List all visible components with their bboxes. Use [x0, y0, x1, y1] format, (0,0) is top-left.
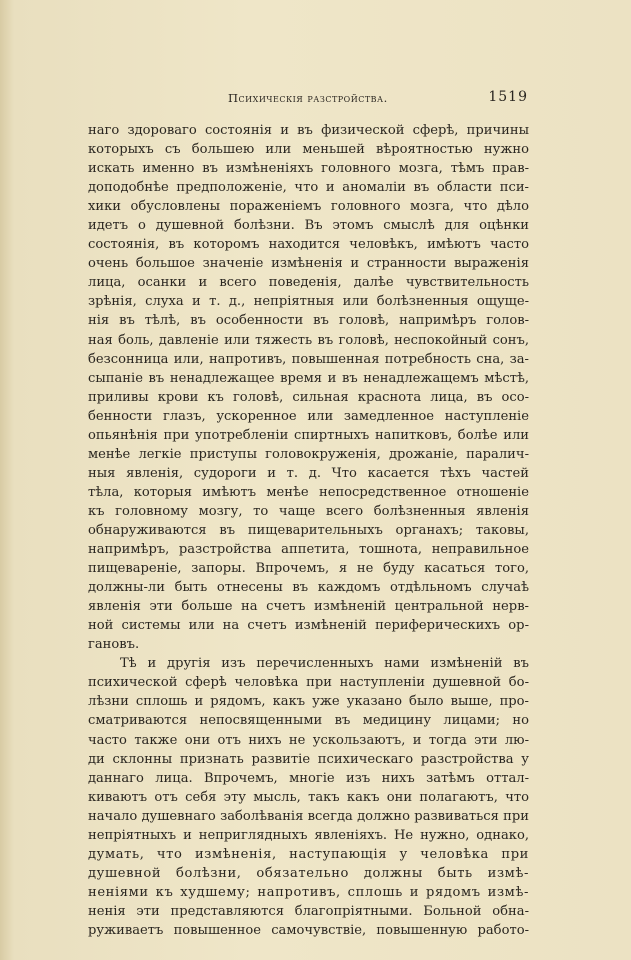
text-line: безсонница или, напротивъ, повышенная потребность сна, за-	[88, 351, 529, 367]
body-text	[88, 121, 529, 940]
text-line: ной системы или на счетъ измѣненій периферическихъ ор-	[88, 618, 529, 634]
text-line: начало душевнаго заболѣванія всегда должно развиваться при	[88, 808, 529, 824]
text-line: ди склонны признать развитіе психическаго разстройства у	[88, 751, 529, 767]
text-line: пищевареніе, запоры. Впрочемъ, я не буду касаться того,	[88, 561, 529, 577]
running-header	[88, 89, 528, 109]
text-line: нія въ тѣлѣ, въ особенности въ головѣ, напримѣръ голов-	[88, 313, 529, 329]
page-number: 1519	[488, 89, 528, 105]
text-line: идетъ о душевной болѣзни. Въ этомъ смыслѣ для оцѣнки	[88, 218, 529, 234]
text-line: должны-ли быть отнесены въ каждомъ отдѣльномъ случаѣ	[88, 580, 529, 596]
text-line: менѣе легкіе приступы головокруженія, дрожаніе, паралич-	[88, 446, 529, 462]
text-line: часто также они отъ нихъ не ускользаютъ, и тогда эти лю-	[88, 732, 529, 748]
text-line: лица, осанки и всего поведенія, далѣе чувствительность	[88, 275, 529, 291]
text-line: сыпаніе въ ненадлежащее время и въ ненадлежащемъ мѣстѣ,	[88, 370, 529, 386]
text-line: напримѣръ, разстройства аппетита, тошнота, неправильное	[88, 542, 529, 558]
text-line: которыхъ съ большею или меньшей вѣроятностью нужно	[88, 142, 529, 158]
text-line: лѣзни сплошь и рядомъ, какъ уже указано было выше, про-	[88, 694, 529, 710]
text-line: опьянѣнія при употребленіи спиртныхъ напитковъ, болѣе или	[88, 427, 529, 443]
text-line: хики обусловлены пораженіемъ головного мозга, что дѣло	[88, 199, 529, 215]
text-line: психической сферѣ человѣка при наступленіи душевной бо-	[88, 675, 529, 691]
text-line: руживаетъ повышенное самочувствіе, повышенную работо-	[88, 922, 529, 938]
emphasized-text-line: думать, что измѣненія, наступающія у человѣка при	[88, 846, 529, 862]
text-line: приливы крови къ головѣ, сильная краснота лица, въ осо-	[88, 389, 529, 405]
text-line: ненія эти представляются благопріятными. Больной обна-	[88, 903, 529, 919]
text-line: обнаруживаются въ пищеварительныхъ органахъ; таковы,	[88, 522, 529, 538]
text-line: бенности глазъ, ускоренное или замедленное наступленіе	[88, 408, 529, 424]
emphasized-text-line: душевной болѣзни, обязательно должны быть измѣ-	[88, 865, 529, 881]
text-line: непріятныхъ и неприглядныхъ явленіяхъ. Не нужно, однако,	[88, 827, 529, 843]
text-line: зрѣнія, слуха и т. д., непріятныя или болѣзненныя ощуще-	[88, 294, 529, 310]
text-line: явленія эти больше на счетъ измѣненій центральной нерв-	[88, 599, 529, 615]
text-line: наго здороваго состоянія и въ физической сферѣ, причины	[88, 123, 529, 138]
text-line: доподобнѣе предположеніе, что и аномаліи въ области пси-	[88, 180, 529, 196]
text-line: гановъ.	[88, 637, 140, 653]
text-line: тѣла, которыя имѣютъ менѣе непосредственное отношеніе	[88, 484, 529, 500]
text-line: ная боль, давленіе или тяжесть въ головѣ, неспокойный сонъ,	[88, 332, 529, 348]
text-line: Тѣ и другія изъ перечисленныхъ нами измѣненій въ	[120, 656, 529, 672]
text-line: къ головному мозгу, то чаще всего болѣзненныя явленія	[88, 503, 529, 519]
text-line: даннаго лица. Впрочемъ, многіе изъ нихъ затѣмъ оттал-	[88, 770, 529, 786]
text-line: очень большое значеніе измѣненія и странности выраженія	[88, 256, 529, 272]
running-title: Психическія разстройства.	[228, 91, 388, 105]
text-line: ныя явленія, судороги и т. д. Что касается тѣхъ частей	[88, 465, 529, 481]
text-line: состоянія, въ которомъ находится человѣкъ, имѣютъ часто	[88, 237, 529, 253]
text-line: киваютъ отъ себя эту мысль, такъ какъ они полагаютъ, что	[88, 789, 529, 805]
text-line: сматриваются непосвященными въ медицину лицами; но	[88, 713, 529, 729]
emphasized-text-line: неніями къ худшему; напротивъ, сплошь и рядомъ измѣ-	[88, 884, 529, 900]
text-line: искать именно въ измѣненіяхъ головного мозга, тѣмъ прав-	[88, 161, 529, 177]
